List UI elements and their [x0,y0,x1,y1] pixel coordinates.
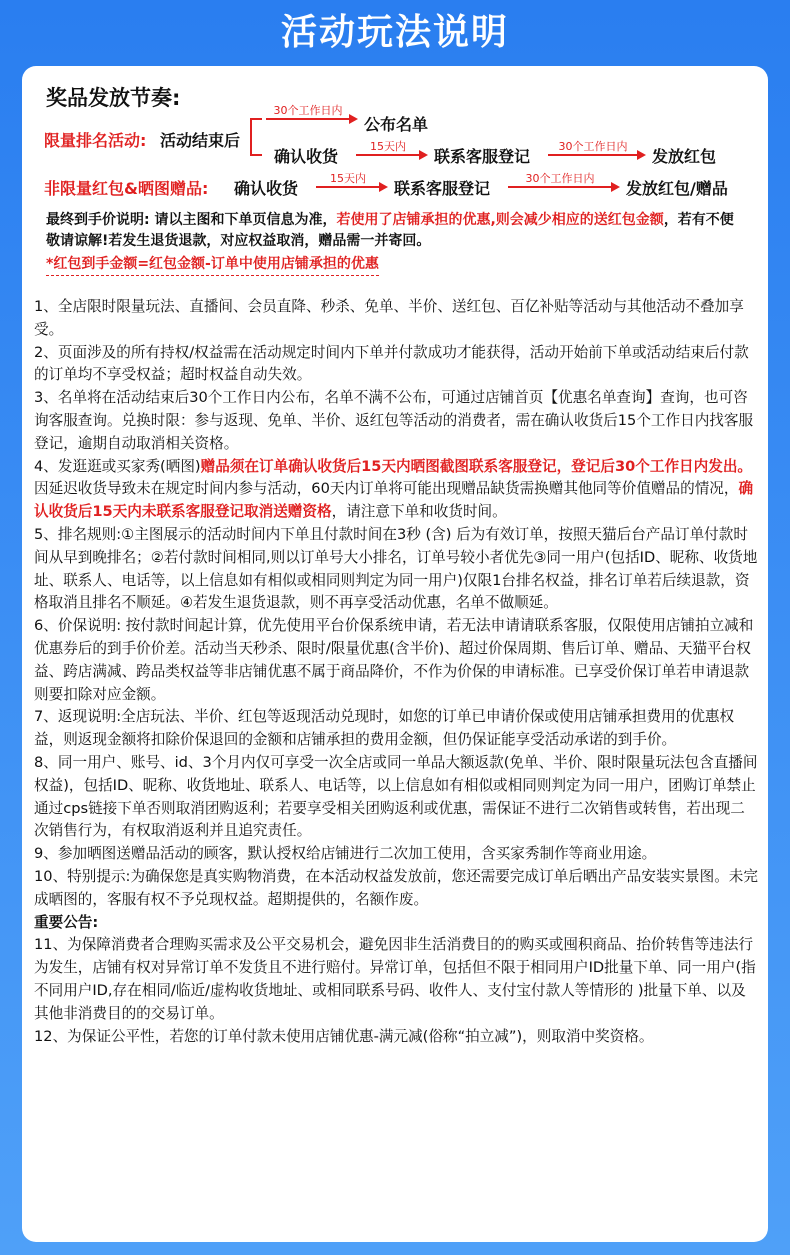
row1-redpacket-text: 发放红包 [652,147,717,166]
rule-item: 11、为保障消费者合理购买需求及公平交易机会，避免因非生活消费目的的购买或囤积商品、抬价转售等违法行为发生，店铺有权对异常订单不发货且不进行赔付。异常订单，包括但不限于相同用户ID批量下单、同一用户(指不同用户ID,存在相同/临近/虚构收货地址、或相同联系号码、收件人、支付宝付款人等情形的 )批量下单、以及其他非消费目的的交易订单。 [34,936,756,1022]
unlimited-label: 非限量红包&晒图赠品: [44,179,209,198]
row1-arrow-15: 15天内 [356,140,428,158]
rule-item: 3、名单将在活动结束后30个工作日内公布，名单不满不公布，可通过店铺首页【优惠名单查询】查询，也可咨询客服查询。兑换时限：参与返现、免单、半价、返红包等活动的消费者，需在确认收货后15个工作日内找客服登记，逾期自动取消相关资格。 [34,389,754,452]
row2-arrow-15: 15天内 [316,172,388,190]
row2-arrow-30: 30个工作日内 [508,172,620,190]
rule-item: 5、排名规则:①主图展示的活动时间内下单且付款时间在3秒 (含) 后为有效订单，按照天猫后台产品订单付款时间从早到晚排名；②若付款时间相同,则以订单号大小排名，订单号较小者优先③同一用户(包括ID、昵称、收货地址、联系人、电话等，以上信息如有相似或相同则判定为同一用户)仅限1台排名权益，排名订单若后续退款，资格取消且排名不顺延。④若发生退货退款，则不再享受活动优惠，名单不做顺延。 [34,525,758,612]
rule-item: 10、特别提示:为确保您是真实购物消费，在本活动权益发放前，您还需要完成订单后晒出产品安装实景图。未完成晒图的，客服有权不予兑现权益。超期提供的，名额作废。 [34,867,758,908]
publish-list-text: 公布名单 [364,115,429,134]
row1-top-arrow-text: 30个工作日内 [273,104,343,117]
rule-item: 7、返现说明:全店玩法、半价、红包等返现活动兑现时，如您的订单已申请价保或使用店铺承担费用的优惠权益，则返现金额将扣除价保退回的金额和店铺承担的费用金额，但仍保证能享受活动承诺的到手价。 [34,708,735,749]
row1-start-text: 活动结束后 [160,131,241,150]
rule-item: 8、同一用户、账号、id、3个月内仅可享受一次全店或同一单品大额返款(免单、半价、限时限量玩法包含直播间权益)，包括ID、昵称、收货地址、联系人、电话等，以上信息如有相似或相同则判定为同一用户，团购订单禁止通过cps链接下单否则取消团购返利；若要享受相关团购返利或优惠，需保证不进行二次销售或转售，若出现二次销售行为，有权取消返利并且追究责任。 [34,753,758,840]
final-price-note: 最终到手价说明: 请以主图和下单页信息为准，若使用了店铺承担的优惠,则会减少相应的送红包金额，若有不便敬请谅解!若发生退货退款，对应权益取消，赠品需一并寄回。 [46,212,734,249]
row1-bracket [250,118,262,156]
row1-arrow-30: 30个工作日内 [548,140,646,158]
notice-heading: 重要公告: [34,913,99,931]
rule-item: 9、参加晒图送赠品活动的顾客，默认授权给店铺进行二次加工使用，含买家秀制作等商业用途。 [34,845,657,863]
award-heading: 奖品发放节奏: [46,86,181,110]
rule-item: 4、发逛逛或买家秀(晒图)赠品须在订单确认收货后15天内晒图截图联系客服登记，登记后30个工作日内发出。因延迟收货导致未在规定时间内参与活动，60天内订单将可能出现赠品缺货需换赠其他同等价值赠品的情况，确认收货后15天内未联系客服登记取消送赠资格，请注意下单和收货时间。 [34,457,754,521]
row1-register-text: 联系客服登记 [434,147,531,166]
redpacket-formula-note: *红包到手金额=红包金额-订单中使用店铺承担的优惠 [46,254,379,276]
rule-item: 6、价保说明: 按付款时间起计算，优先使用平台价保系统申请，若无法申请请联系客服，仅限使用店铺拍立减和优惠券后的到手价价差。活动当天秒杀、限时/限量优惠(含半价)、超过价保周期、售后订单、赠品、天猫平台权益、跨店满减、跨品类权益等非店铺优惠不属于商品降价，不作为价保的申请标准。已享受价保订单若申请退款则要扣除对应金额。 [34,617,754,703]
rules-list [34,296,758,1048]
row1-confirm-text: 确认收货 [274,147,339,166]
rule-item: 2、页面涉及的所有持权/权益需在活动规定时间内下单并付款成功才能获得，活动开始前下单或活动结束后付款的订单均不享受权益；超时权益自动失效。 [34,343,749,384]
row2-gift-text: 发放红包/赠品 [626,179,728,198]
row2-confirm-text: 确认收货 [234,179,299,198]
rule-item: 1、全店限时限量玩法、直播间、会员直降、秒杀、免单、半价、送红包、百亿补贴等活动与其他活动不叠加享受。 [34,298,744,338]
row2-register-text: 联系客服登记 [394,179,491,198]
rule-item: 12、为保证公平性，若您的订单付款未使用店铺优惠-满元减(俗称“拍立减”)，则取消中奖资格。 [34,1027,654,1045]
page-title: 活动玩法说明 [280,12,509,53]
row1-top-arrow [266,104,358,122]
rules-card [22,66,768,1242]
limited-rank-label: 限量排名活动: [44,131,147,150]
